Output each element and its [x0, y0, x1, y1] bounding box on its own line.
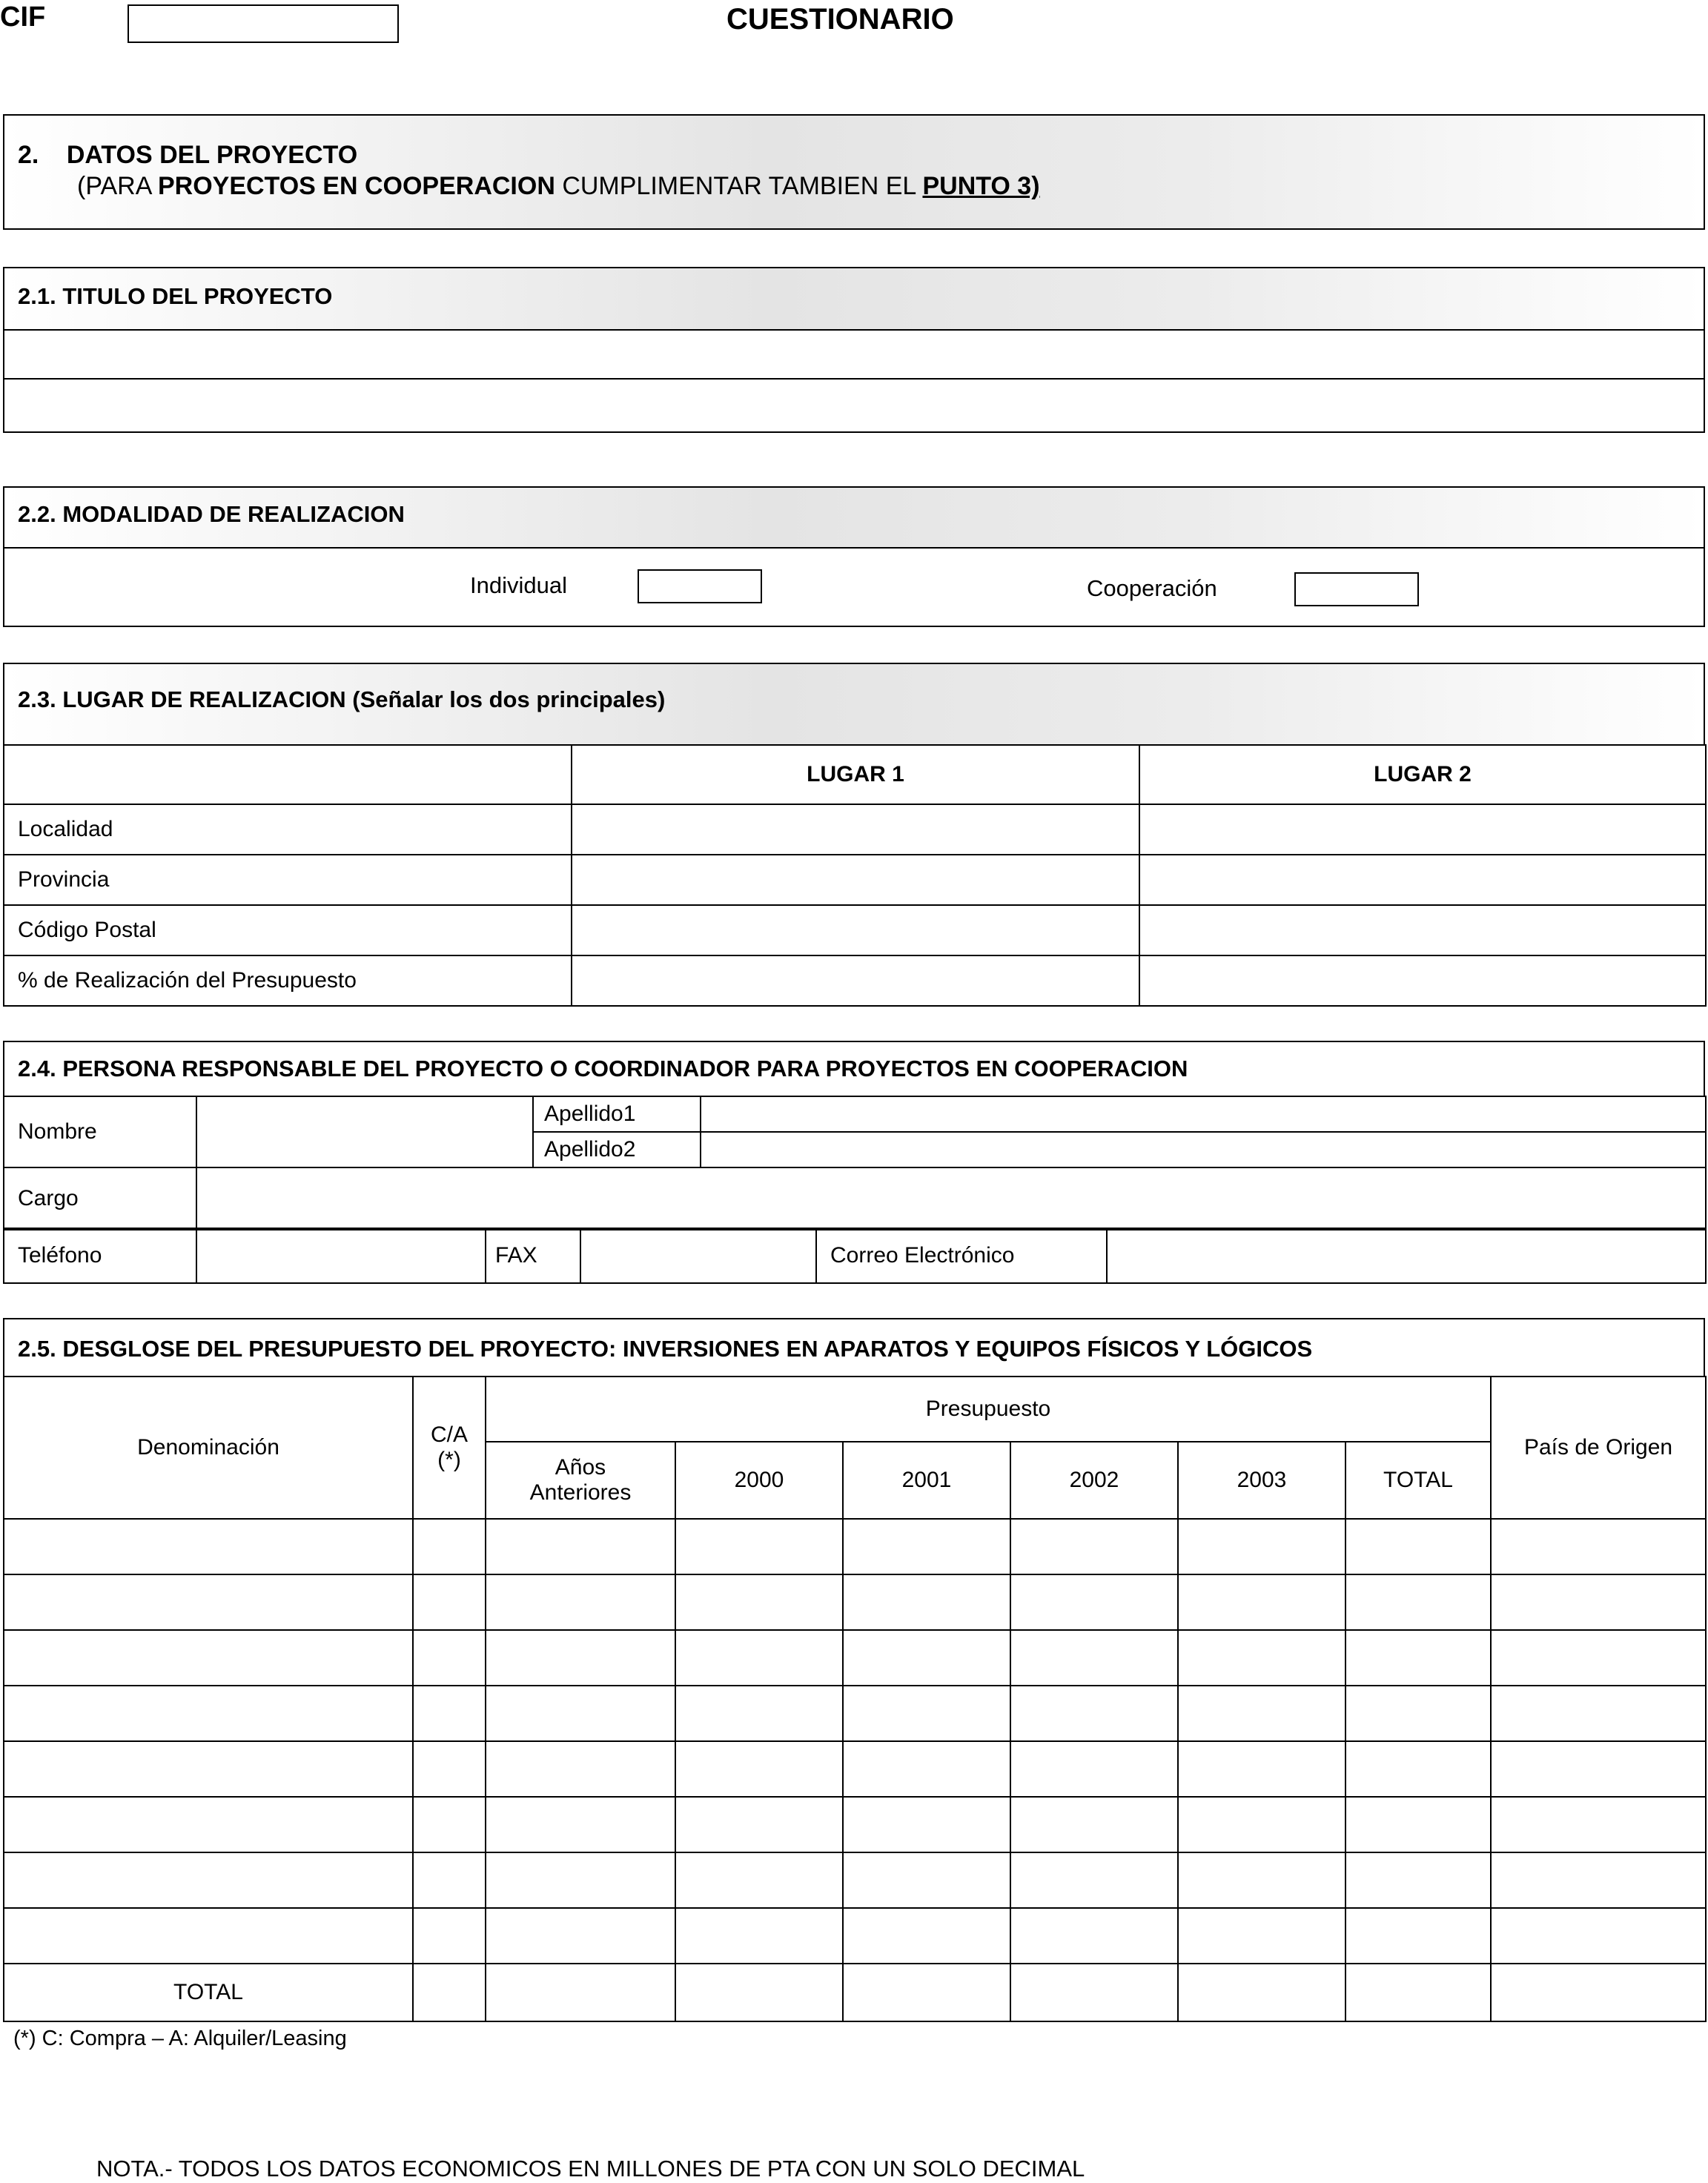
budget-cell[interactable] — [1010, 1741, 1178, 1797]
budget-cell[interactable] — [1345, 1519, 1491, 1574]
year-2003-header: 2003 — [1178, 1442, 1345, 1519]
budget-cell[interactable] — [843, 1574, 1010, 1630]
budget-cell[interactable] — [1010, 1519, 1178, 1574]
budget-cell[interactable] — [4, 1686, 413, 1741]
lugar-table — [3, 744, 1707, 1007]
section-2-1-title: 2.1. TITULO DEL PROYECTO — [18, 283, 333, 309]
responsable-table-3 — [3, 1228, 1707, 1284]
budget-cell[interactable] — [675, 1908, 843, 1964]
project-title-line-2[interactable] — [3, 378, 1705, 433]
year-2002-header: 2002 — [1010, 1442, 1178, 1519]
correo-label: Correo Electrónico — [816, 1228, 1107, 1283]
section-2-2-header — [3, 486, 1705, 549]
budget-cell[interactable] — [675, 1574, 843, 1630]
budget-cell[interactable] — [413, 1574, 486, 1630]
total-cell[interactable] — [675, 1964, 843, 2021]
telefono-field[interactable] — [196, 1228, 486, 1283]
lugar-2-header: LUGAR 2 — [1139, 745, 1706, 804]
budget-cell[interactable] — [413, 1519, 486, 1574]
budget-cell[interactable] — [843, 1908, 1010, 1964]
budget-cell[interactable] — [4, 1574, 413, 1630]
provincia-label: Provincia — [4, 855, 572, 905]
budget-cell[interactable] — [4, 1630, 413, 1686]
localidad-lugar-2[interactable] — [1139, 804, 1706, 855]
budget-cell[interactable] — [1010, 1797, 1178, 1852]
section-2-note-bold: PROYECTOS EN COOPERACION — [157, 172, 555, 200]
budget-cell[interactable] — [1345, 1741, 1491, 1797]
realizacion-label: % de Realización del Presupuesto — [4, 955, 572, 1006]
table-row — [4, 1519, 1706, 1574]
correo-field[interactable] — [1107, 1228, 1706, 1283]
budget-cell[interactable] — [1178, 1908, 1345, 1964]
responsable-table-2 — [3, 1167, 1707, 1230]
budget-cell[interactable] — [1491, 1519, 1706, 1574]
budget-cell[interactable] — [1010, 1908, 1178, 1964]
budget-cell[interactable] — [413, 1797, 486, 1852]
budget-cell[interactable] — [1178, 1797, 1345, 1852]
total-cell[interactable] — [486, 1964, 675, 2021]
budget-cell[interactable] — [486, 1741, 675, 1797]
nombre-label: Nombre — [4, 1096, 196, 1167]
localidad-lugar-1[interactable] — [572, 804, 1139, 855]
budget-cell[interactable] — [1010, 1686, 1178, 1741]
budget-cell[interactable] — [4, 1797, 413, 1852]
table-row — [4, 1852, 1706, 1908]
lugar-corner-cell — [4, 745, 572, 804]
budget-cell[interactable] — [1491, 1574, 1706, 1630]
modalidad-row — [3, 547, 1705, 627]
fax-label: FAX — [486, 1228, 580, 1283]
budget-cell[interactable] — [1010, 1574, 1178, 1630]
budget-cell[interactable] — [413, 1852, 486, 1908]
total-cell[interactable] — [413, 1964, 486, 2021]
presupuesto-table — [3, 1376, 1707, 2022]
presupuesto-header: Presupuesto — [486, 1377, 1491, 1442]
anos-anteriores-header: Años Anteriores — [486, 1442, 675, 1519]
total-column-header: TOTAL — [1345, 1442, 1491, 1519]
budget-cell[interactable] — [843, 1686, 1010, 1741]
section-2-4-header — [3, 1041, 1705, 1097]
punto-3-link[interactable]: PUNTO 3) — [922, 172, 1040, 200]
cooperacion-checkbox[interactable] — [1294, 572, 1419, 606]
budget-cell[interactable] — [1345, 1630, 1491, 1686]
cif-label: CIF — [0, 1, 46, 33]
individual-checkbox[interactable] — [638, 569, 762, 603]
budget-cell[interactable] — [4, 1741, 413, 1797]
table-row — [4, 1908, 1706, 1964]
section-2-header — [3, 114, 1705, 230]
total-cell[interactable] — [1010, 1964, 1178, 2021]
table-row — [4, 1741, 1706, 1797]
provincia-lugar-2[interactable] — [1139, 855, 1706, 905]
cargo-label: Cargo — [4, 1167, 196, 1230]
budget-rows — [4, 1519, 1706, 1964]
budget-cell[interactable] — [843, 1852, 1010, 1908]
telefono-label: Teléfono — [4, 1228, 196, 1283]
budget-cell[interactable] — [413, 1630, 486, 1686]
budget-cell[interactable] — [413, 1686, 486, 1741]
budget-cell[interactable] — [4, 1908, 413, 1964]
budget-cell[interactable] — [486, 1574, 675, 1630]
nombre-field[interactable] — [196, 1096, 533, 1167]
total-row-label: TOTAL — [4, 1964, 413, 2021]
budget-cell[interactable] — [1491, 1686, 1706, 1741]
apellido2-label: Apellido2 — [533, 1132, 701, 1167]
budget-cell[interactable] — [1178, 1574, 1345, 1630]
year-2000-header: 2000 — [675, 1442, 843, 1519]
table-row — [4, 1630, 1706, 1686]
budget-cell[interactable] — [1491, 1741, 1706, 1797]
fax-field[interactable] — [580, 1228, 816, 1283]
denominacion-header: Denominación — [4, 1377, 413, 1519]
budget-cell[interactable] — [1345, 1686, 1491, 1741]
budget-cell[interactable] — [413, 1908, 486, 1964]
year-2001-header: 2001 — [843, 1442, 1010, 1519]
budget-cell[interactable] — [843, 1741, 1010, 1797]
budget-cell[interactable] — [486, 1908, 675, 1964]
cargo-field[interactable] — [196, 1167, 1706, 1230]
budget-cell[interactable] — [675, 1797, 843, 1852]
localidad-label: Localidad — [4, 804, 572, 855]
total-cell[interactable] — [1345, 1964, 1491, 2021]
budget-cell[interactable] — [1491, 1797, 1706, 1852]
budget-cell[interactable] — [1345, 1908, 1491, 1964]
budget-cell[interactable] — [486, 1797, 675, 1852]
codigo-postal-lugar-1[interactable] — [572, 905, 1139, 955]
budget-cell[interactable] — [486, 1519, 675, 1574]
section-2-1-header — [3, 267, 1705, 331]
budget-cell[interactable] — [1178, 1852, 1345, 1908]
pais-origen-header: País de Origen — [1491, 1377, 1706, 1519]
budget-cell[interactable] — [1345, 1797, 1491, 1852]
budget-cell[interactable] — [675, 1686, 843, 1741]
project-title-line-1[interactable] — [3, 329, 1705, 380]
section-2-note-prefix: (PARA — [77, 172, 158, 200]
budget-cell[interactable] — [486, 1630, 675, 1686]
budget-cell[interactable] — [4, 1519, 413, 1574]
table-row — [4, 1686, 1706, 1741]
table-row — [4, 1797, 1706, 1852]
total-cell[interactable] — [1491, 1964, 1706, 2021]
total-cell[interactable] — [843, 1964, 1010, 2021]
budget-cell[interactable] — [1010, 1852, 1178, 1908]
budget-cell[interactable] — [1345, 1852, 1491, 1908]
individual-label: Individual — [470, 572, 567, 598]
ca-header: C/A (*) — [413, 1377, 486, 1519]
budget-cell[interactable] — [1178, 1686, 1345, 1741]
total-cell[interactable] — [1178, 1964, 1345, 2021]
budget-cell[interactable] — [675, 1630, 843, 1686]
budget-cell[interactable] — [1491, 1630, 1706, 1686]
budget-cell[interactable] — [1491, 1852, 1706, 1908]
budget-cell[interactable] — [1345, 1574, 1491, 1630]
lugar-1-header: LUGAR 1 — [572, 745, 1139, 804]
nota: NOTA.- TODOS LOS DATOS ECONOMICOS EN MILLONES DE PTA CON UN SOLO DECIMAL — [96, 2156, 1085, 2182]
footnote: (*) C: Compra – A: Alquiler/Leasing — [13, 2027, 347, 2050]
section-2-number: 2. — [18, 141, 39, 169]
apellido2-field[interactable] — [701, 1132, 1706, 1167]
provincia-lugar-1[interactable] — [572, 855, 1139, 905]
section-2-2-title: 2.2. MODALIDAD DE REALIZACION — [18, 501, 405, 527]
responsable-table-1 — [3, 1096, 1707, 1168]
budget-cell[interactable] — [1178, 1630, 1345, 1686]
codigo-postal-label: Código Postal — [4, 905, 572, 955]
budget-cell[interactable] — [1010, 1630, 1178, 1686]
section-2-3-header — [3, 663, 1705, 746]
apellido1-field[interactable] — [701, 1096, 1706, 1132]
budget-cell[interactable] — [1491, 1908, 1706, 1964]
page-title: CUESTIONARIO — [726, 3, 954, 36]
codigo-postal-lugar-2[interactable] — [1139, 905, 1706, 955]
budget-cell[interactable] — [843, 1630, 1010, 1686]
realizacion-lugar-2[interactable] — [1139, 955, 1706, 1006]
budget-cell[interactable] — [675, 1741, 843, 1797]
section-2-note-middle: CUMPLIMENTAR TAMBIEN EL — [555, 172, 923, 200]
budget-cell[interactable] — [4, 1852, 413, 1908]
budget-cell[interactable] — [675, 1852, 843, 1908]
table-row — [4, 1574, 1706, 1630]
cif-input[interactable] — [128, 4, 399, 43]
section-2-3-title: 2.3. LUGAR DE REALIZACION (Señalar los dos principales) — [18, 686, 666, 712]
budget-cell[interactable] — [1178, 1741, 1345, 1797]
budget-cell[interactable] — [486, 1852, 675, 1908]
section-2-5-header — [3, 1318, 1705, 1377]
realizacion-lugar-1[interactable] — [572, 955, 1139, 1006]
budget-cell[interactable] — [413, 1741, 486, 1797]
budget-cell[interactable] — [1178, 1519, 1345, 1574]
apellido1-label: Apellido1 — [533, 1096, 701, 1132]
budget-cell[interactable] — [843, 1519, 1010, 1574]
budget-cell[interactable] — [843, 1797, 1010, 1852]
section-2-5-title: 2.5. DESGLOSE DEL PRESUPUESTO DEL PROYECTO: INVERSIONES EN APARATOS Y EQUIPOS FÍSICOS Y LÓGICOS — [18, 1336, 1313, 1362]
section-2-4-title: 2.4. PERSONA RESPONSABLE DEL PROYECTO O COORDINADOR PARA PROYECTOS EN COOPERACION — [18, 1056, 1188, 1081]
budget-cell[interactable] — [675, 1519, 843, 1574]
section-2-title: DATOS DEL PROYECTO — [66, 141, 358, 169]
cooperacion-label: Cooperación — [1087, 575, 1217, 601]
budget-cell[interactable] — [486, 1686, 675, 1741]
